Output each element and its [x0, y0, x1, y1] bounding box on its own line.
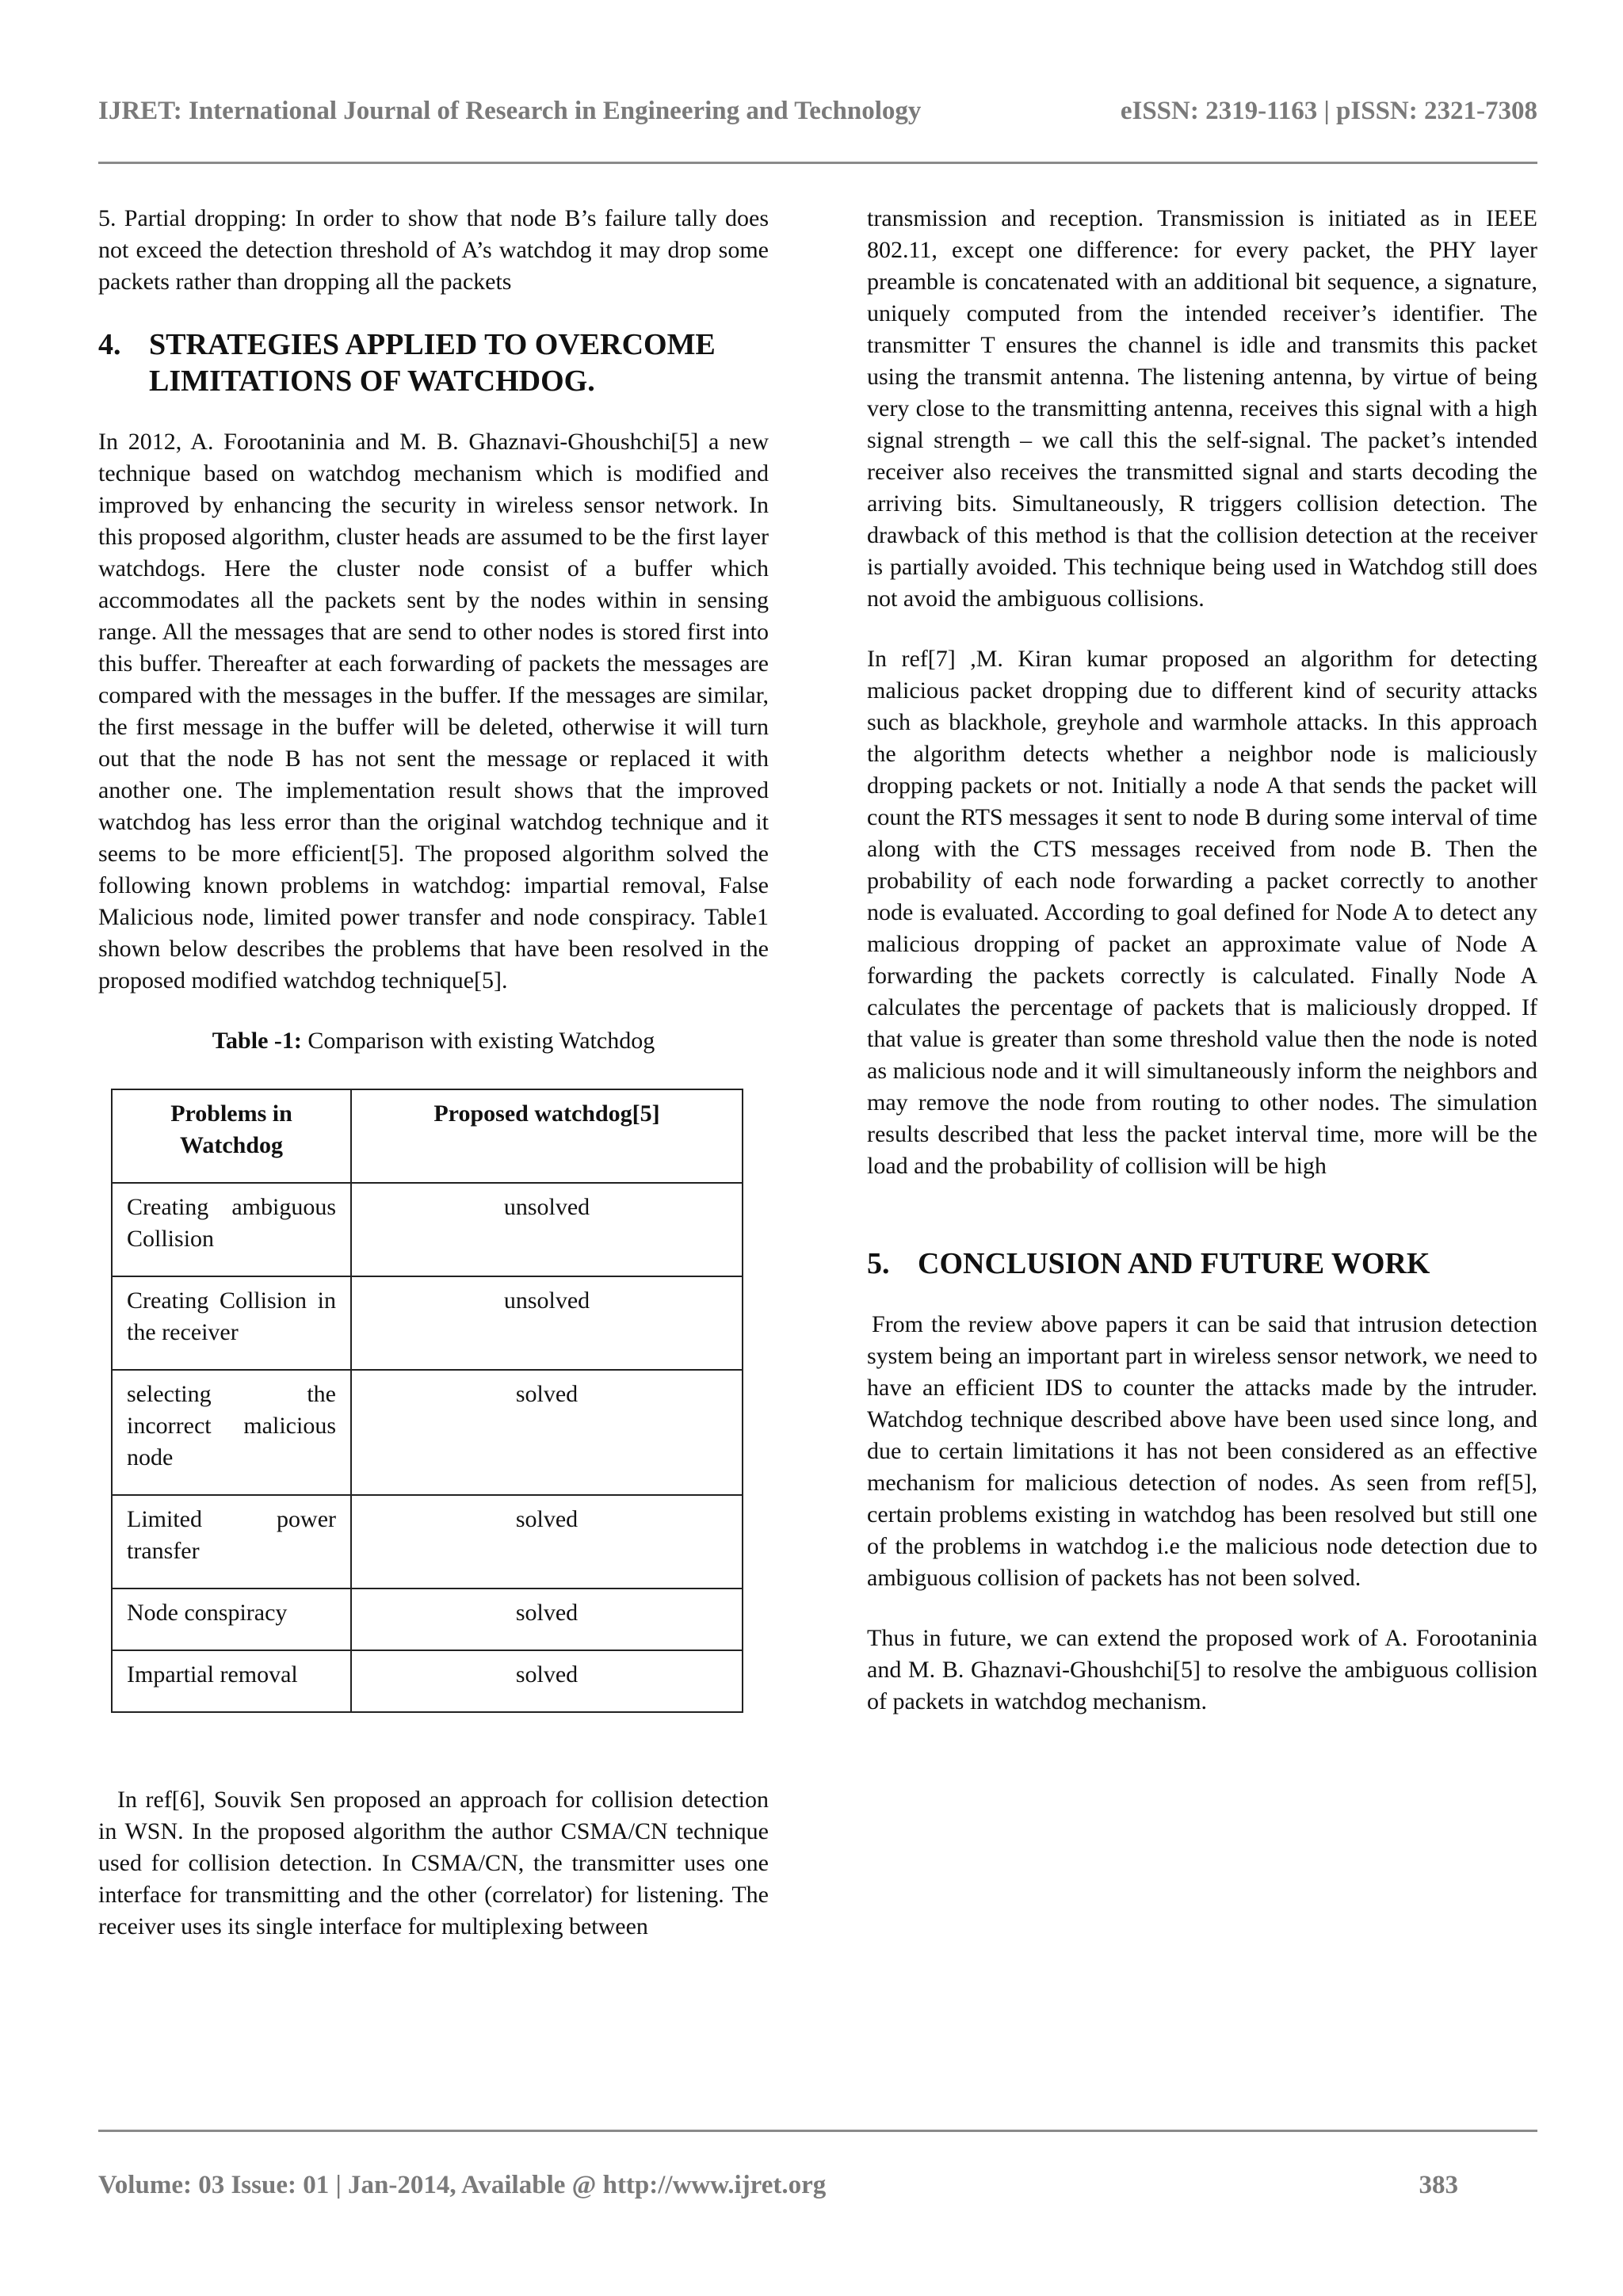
table-cell-status: solved: [351, 1495, 743, 1589]
table-cell-problem: Creating Collision in the receiver: [112, 1276, 351, 1370]
table-cell-problem: Limited power transfer: [112, 1495, 351, 1589]
paragraph-forootaninia: In 2012, A. Forootaninia and M. B. Ghaznavi-Ghoushchi[5] a new technique based on watchdog mechanism which is modified and improved by enhancing the security in wireless sensor network. In this proposed algorithm, cluster heads are assumed to be the first layer watchdogs. Here the cluster node consist of a buffer which accommodates all the packets sent by the nodes within in sensing range. All the messages that are send to other nodes is stored first into this buffer. Thereafter at each forwarding of packets the messages are compared with the messages in the buffer. If the messages are similar, the first message in the buffer will be deleted, otherwise it will turn out that the node B has not sent the message or replaced it with another one. The implementation result shows that the improved watchdog has less error than the original watchdog technique and it seems to be more efficient[5]. The proposed algorithm solved the following known problems in watchdog: impartial removal, False Malicious node, limited power transfer and node conspiracy. Table1 shown below describes the problems that have been resolved in the proposed modified watchdog technique[5].: [98, 429, 769, 994]
section-4-number: 4.: [98, 328, 121, 361]
table-cell-problem: selecting the incorrect malicious node: [112, 1370, 351, 1495]
paragraph-continuation: transmission and reception. Transmission is initiated as in IEEE 802.11, except one difference: for every packet, the PHY layer preamble is concatenated with an additional bit sequence, a signature, uniquely computed from the intended receiver’s identifier. The transmitter T ensures the channel is idle and transmits this packet using the transmit antenna. The listening antenna, by virtue of being very close to the transmitting antenna, receives this signal with a high signal strength – we call this the self-signal. The packet’s intended receiver also receives the transmitted signal and starts decoding the arriving bits. Simultaneously, R triggers collision detection. The drawback of this method is that the collision detection at the receiver is partially avoided. This technique being used in Watchdog still does not avoid the ambiguous collisions.: [867, 205, 1537, 612]
table-cell-status: unsolved: [351, 1183, 743, 1276]
paragraph-souvik: In ref[6], Souvik Sen proposed an approach for collision detection in WSN. In the proposed algorithm the author CSMA/CN technique used for collision detection. In CSMA/CN, the transmitter uses one interface for transmitting and the other (correlator) for listening. The receiver uses its single interface for multiplexing between: [98, 1787, 769, 1939]
table-cell-status: solved: [351, 1650, 743, 1712]
table-header-proposed: Proposed watchdog[5]: [351, 1089, 743, 1183]
paragraph-partial-dropping: 5. Partial dropping: In order to show that node B’s failure tally does not exceed the detection threshold of A’s watchdog it may drop some packets rather than dropping all the packets: [98, 205, 769, 295]
paragraph-kiran: In ref[7] ,M. Kiran kumar proposed an algorithm for detecting malicious packet dropping due to different kind of security attacks such as blackhole, greyhole and warmhole attacks. In this approach the algorithm detects whether a neighbor node is maliciously dropping packets or not. Initially a node A that sends the packet will count the RTS messages it sent to node B during some interval of time along with the CTS messages received from node B. Then the probability of each node forwarding a packet correctly to another node is evaluated. According to goal defined for Node A to detect any malicious dropping of packet an approximate value of Node A forwarding the packets correctly is calculated. Finally Node A calculates the percentage of packets that is maliciously dropped. If that value is greater than some threshold value then the node is noted as malicious node and it will simultaneously inform the neighbors and may remove the node from routing to other nodes. The simulation results described that less the packet interval time, more will be the load and the probability of collision will be high: [867, 646, 1537, 1179]
section-5-heading: [867, 1245, 1537, 1282]
page-number: 383: [1419, 2171, 1458, 2199]
table-caption-label: Table -1:: [212, 1028, 302, 1054]
right-column: [867, 203, 1537, 1746]
header-divider: [98, 162, 1537, 164]
left-column: [98, 203, 769, 1971]
comparison-table: [111, 1089, 743, 1713]
table-cell-status: solved: [351, 1589, 743, 1650]
section-5-number: 5.: [867, 1247, 890, 1280]
table-cell-problem: Node conspiracy: [112, 1589, 351, 1650]
paragraph-future-work: Thus in future, we can extend the proposed work of A. Forootaninia and M. B. Ghaznavi-Ghoushchi[5] to resolve the ambiguous collision of packets in watchdog mechanism.: [867, 1625, 1537, 1714]
table-row: [112, 1370, 743, 1495]
table-caption: [98, 1025, 769, 1057]
section-4-title: STRATEGIES APPLIED TO OVERCOME LIMITATIONS OF WATCHDOG.: [149, 328, 716, 398]
journal-title: IJRET: International Journal of Research in Engineering and Technology: [98, 97, 922, 125]
paragraph-conclusion: From the review above papers it can be said that intrusion detection system being an important part in wireless sensor network, we need to have an efficient IDS to counter the attacks made by the intruder. Watchdog technique described above have been used since long, and due to certain limitations it has not been considered as an effective mechanism for malicious detection of nodes. As seen from ref[5], certain problems existing in watchdog has been resolved but still one of the problems in watchdog i.e the malicious node detection due to ambiguous collision of packets has not been solved.: [867, 1311, 1537, 1591]
table-caption-text: Comparison with existing Watchdog: [307, 1028, 655, 1054]
table-cell-status: solved: [351, 1370, 743, 1495]
table-header-problems: Problems in Watchdog: [112, 1089, 351, 1183]
table-cell-status: unsolved: [351, 1276, 743, 1370]
table-row: [112, 1589, 743, 1650]
page-header: [98, 97, 1537, 132]
volume-info: Volume: 03 Issue: 01 | Jan-2014, Available @ http://www.ijret.org: [98, 2171, 827, 2199]
table-row: [112, 1183, 743, 1276]
issn-info: eISSN: 2319-1163 | pISSN: 2321-7308: [1120, 97, 1537, 125]
section-5-title: CONCLUSION AND FUTURE WORK: [918, 1247, 1430, 1280]
table-header-row: [112, 1089, 743, 1183]
table-cell-problem: Impartial removal: [112, 1650, 351, 1712]
footer-divider: [98, 2130, 1537, 2132]
table-row: [112, 1495, 743, 1589]
table-cell-problem: Creating ambiguous Collision: [112, 1183, 351, 1276]
page-footer: [98, 2171, 1458, 2206]
table-row: [112, 1276, 743, 1370]
section-4-heading: [98, 326, 769, 399]
table-row: [112, 1650, 743, 1712]
